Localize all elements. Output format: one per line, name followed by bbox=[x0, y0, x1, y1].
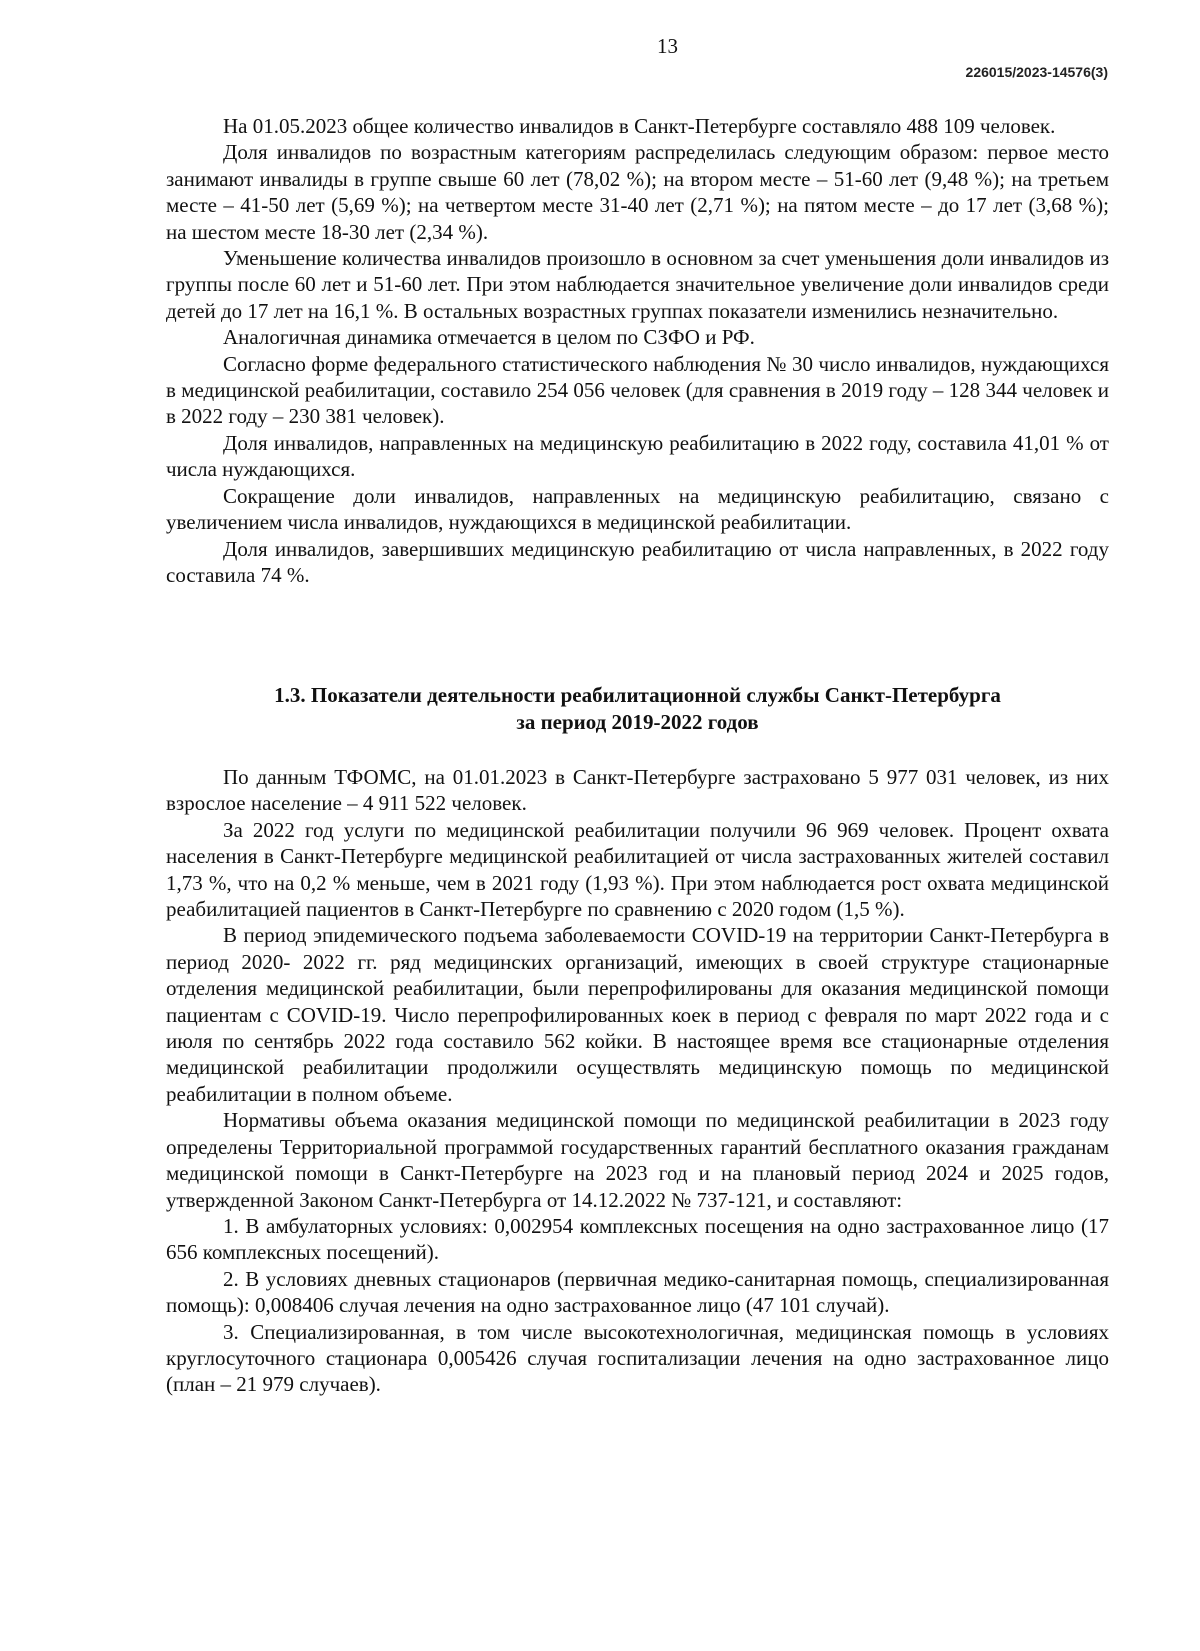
paragraph: За 2022 год услуги по медицинской реабилитации получили 96 969 человек. Процент охвата населения в Санкт-Петербурге медицинской реабилитацией от числа застрахованных жителей составил 1,73 %, что на 0,2 % меньше, чем в 2021 году (1,93 %). При этом наблюдается рост охвата медицинской реабилитацией пациентов в Санкт-Петербурге по сравнению с 2020 годом (1,5 %). bbox=[166, 817, 1109, 922]
paragraph: Уменьшение количества инвалидов произошло в основном за счет уменьшения доли инвалидов из группы после 60 лет и 51-60 лет. При этом наблюдается значительное увеличение доли инвалидов среди детей до 17 лет на 16,1 %. В остальных возрастных группах показатели изменились незначительно. bbox=[166, 246, 1109, 323]
document-id: 226015/2023-14576(3) bbox=[965, 64, 1108, 80]
list-item: 3. Специализированная, в том числе высокотехнологичная, медицинская помощь в условиях круглосуточного стационара 0,005426 случая госпитализации лечения на одно застрахованное лицо (план – 21 979 случаев). bbox=[166, 1319, 1109, 1397]
paragraph: Согласно форме федерального статистического наблюдения № 30 число инвалидов, нуждающихся в медицинской реабилитации, составило 254 056 человек (для сравнения в 2019 году – 128 344 человек и в 2022 году – 230 381 человек). bbox=[166, 351, 1109, 429]
body-text-top bbox=[166, 113, 1109, 588]
list-item: 2. В условиях дневных стационаров (первичная медико-санитарная помощь, специализированная помощь): 0,008406 случая лечения на одно застрахованное лицо (47 101 случай). bbox=[166, 1266, 1109, 1318]
body-text-bottom bbox=[166, 764, 1109, 1398]
paragraph: На 01.05.2023 общее количество инвалидов в Санкт-Петербурге составляло 488 109 человек. bbox=[223, 114, 1056, 138]
section-heading-line-1: 1.3. Показатели деятельности реабилитационной службы Санкт-Петербурга bbox=[274, 683, 1001, 707]
page-number: 13 bbox=[657, 34, 678, 58]
section-heading-line-2: за период 2019-2022 годов bbox=[516, 710, 759, 734]
paragraph: Доля инвалидов, направленных на медицинскую реабилитацию в 2022 году, составила 41,01 % от числа нуждающихся. bbox=[166, 430, 1109, 482]
paragraph: Сокращение доли инвалидов, направленных на медицинскую реабилитацию, связано с увеличением числа инвалидов, нуждающихся в медицинской реабилитации. bbox=[166, 483, 1109, 535]
list-item: 1. В амбулаторных условиях: 0,002954 комплексных посещения на одно застрахованное лицо (17 656 комплексных посещений). bbox=[166, 1213, 1109, 1265]
paragraph: Доля инвалидов по возрастным категориям распределилась следующим образом: первое место занимают инвалиды в группе свыше 60 лет (78,02 %); на втором месте – 51-60 лет (9,48 %); на третьем месте – 41-50 лет (5,69 %); на четвертом месте 31-40 лет (2,71 %); на пятом месте – до 17 лет (3,68 %); на шестом месте 18-30 лет (2,34 %). bbox=[166, 140, 1109, 244]
paragraph: По данным ТФОМС, на 01.01.2023 в Санкт-Петербурге застраховано 5 977 031 человек, из них взрослое население – 4 911 522 человек. bbox=[166, 765, 1109, 816]
section-heading bbox=[166, 682, 1109, 736]
paragraph: Нормативы объема оказания медицинской помощи по медицинской реабилитации в 2023 году определены Территориальной программой государственных гарантий бесплатного оказания гражданам медицинской помощи в Санкт-Петербурге на 2023 год и на плановый период 2024 и 2025 годов, утвержденной Законом Санкт-Петербурга от 14.12.2022 № 737-121, и составляют: bbox=[166, 1108, 1109, 1212]
paragraph: Доля инвалидов, завершивших медицинскую реабилитацию от числа направленных, в 2022 году составила 74 %. bbox=[166, 536, 1109, 587]
paragraph: Аналогичная динамика отмечается в целом по СЗФО и РФ. bbox=[223, 325, 755, 350]
paragraph: В период эпидемического подъема заболеваемости COVID-19 на территории Санкт-Петербурга в период 2020- 2022 гг. ряд медицинских организаций, имеющих в своей структуре стационарные отделения медицинской реабилитации, были перепрофилированы для оказания медицинской помощи пациентам с COVID-19. Число перепрофилированных коек в период с февраля по март 2022 года и с июля по сентябрь 2022 года составило 562 койки. В настоящее время все стационарные отделения медицинской реабилитации продолжили осуществлять медицинскую помощь по медицинской реабилитации в полном объеме. bbox=[166, 923, 1109, 1106]
